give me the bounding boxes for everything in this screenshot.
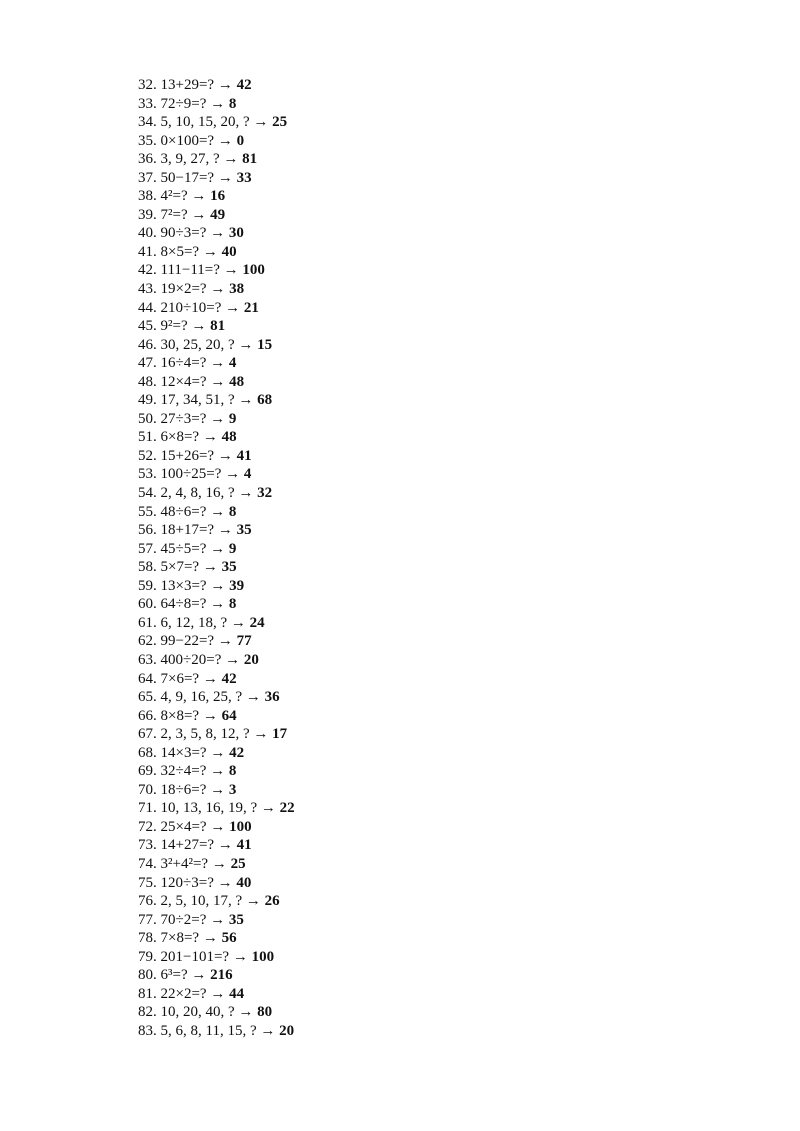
problem-line [138,280,295,299]
problem-question: 58. 5×7=? → [138,559,222,576]
problem-answer: 25 [230,855,246,872]
problem-line [138,670,295,689]
problem-answer: 100 [251,948,275,965]
problem-line [138,521,295,540]
problem-line [138,206,295,225]
problem-question: 67. 2, 3, 5, 8, 12, ? → [138,726,273,743]
problem-question: 41. 8×5=? → [138,243,222,260]
problem-answer: 38 [229,281,245,298]
problem-question: 42. 111−11=? → [138,262,243,279]
problem-answer: 42 [221,670,237,687]
problem-question: 40. 90÷3=? → [138,225,229,242]
problem-answer: 30 [228,225,244,242]
problem-question: 36. 3, 9, 27, ? → [138,151,243,168]
problem-line [138,410,295,429]
problem-question: 32. 13+29=? → [138,77,237,93]
problem-question: 56. 18+17=? → [138,522,237,539]
problem-line [138,651,295,670]
problem-line [138,150,295,169]
problem-line [138,855,295,874]
problem-line [138,985,295,1004]
problem-question: 73. 14+27=? → [138,837,237,854]
problem-answer: 20 [279,1022,295,1039]
problem-line [138,818,295,837]
problem-line [138,169,295,188]
problem-line [138,465,295,484]
problem-line [138,577,295,596]
problem-answer: 3 [228,781,237,798]
problem-answer: 21 [243,299,259,316]
problem-question: 61. 6, 12, 18, ? → [138,614,250,631]
problem-answer: 40 [221,243,237,260]
problem-line [138,336,295,355]
problem-question: 77. 70÷2=? → [138,911,229,928]
problem-answer: 41 [236,447,252,464]
problem-line [138,688,295,707]
problem-answer: 33 [236,169,252,186]
problem-question: 72. 25×4=? → [138,818,230,835]
problem-question: 33. 72÷9=? → [138,95,229,112]
problem-answer: 25 [272,114,288,131]
problem-line [138,95,295,114]
problem-question: 35. 0×100=? → [138,132,237,149]
problem-question: 62. 99−22=? → [138,633,237,650]
problem-answer: 44 [229,985,245,1002]
problem-line [138,76,295,95]
problem-answer: 81 [242,151,258,168]
problem-line [138,1003,295,1022]
problem-answer: 9 [228,410,237,427]
problem-line [138,428,295,447]
problem-answer: 100 [229,818,252,835]
problem-answer: 8 [228,596,237,613]
problem-line [138,911,295,930]
problem-question: 45. 9²=? → [138,318,211,335]
problem-line [138,503,295,522]
problem-answer: 42 [236,77,252,93]
problem-line [138,373,295,392]
problem-question: 79. 201−101=? → [138,948,252,965]
problem-question: 76. 2, 5, 10, 17, ? → [138,893,265,910]
problem-line [138,632,295,651]
problem-line [138,132,295,151]
problem-answer: 32 [257,485,273,502]
problem-question: 75. 120÷3=? → [138,874,237,891]
problem-line [138,243,295,262]
problem-question: 54. 2, 4, 8, 16, ? → [138,485,258,502]
problem-question: 59. 13×3=? → [138,577,230,594]
problem-question: 78. 7×8=? → [138,930,222,947]
problem-line [138,1022,295,1041]
problem-line [138,725,295,744]
problem-answer: 42 [229,744,245,761]
problem-line [138,484,295,503]
problem-question: 55. 48÷6=? → [138,503,229,520]
problem-answer: 77 [236,633,252,650]
problem-question: 71. 10, 13, 16, 19, ? → [138,800,280,817]
problem-line [138,391,295,410]
problem-line [138,354,295,373]
problem-question: 70. 18÷6=? → [138,781,229,798]
problem-question: 68. 14×3=? → [138,744,230,761]
problem-question: 51. 6×8=? → [138,429,222,446]
problem-answer: 39 [229,577,245,594]
problem-line [138,317,295,336]
problem-line [138,707,295,726]
problem-line [138,744,295,763]
problem-answer: 48 [221,429,237,446]
problem-answer: 9 [228,540,237,557]
problem-question: 74. 3²+4²=? → [138,855,231,872]
problem-answer: 4 [243,466,252,483]
problem-answer: 16 [210,188,226,205]
problem-question: 39. 7²=? → [138,206,211,223]
problem-line [138,224,295,243]
problem-answer: 35 [236,522,252,539]
problem-line [138,540,295,559]
problem-question: 38. 4²=? → [138,188,211,205]
problem-question: 60. 64÷8=? → [138,596,229,613]
problem-question: 47. 16÷4=? → [138,355,229,372]
problem-answer: 36 [264,689,280,706]
problem-question: 64. 7×6=? → [138,670,222,687]
problem-answer: 41 [236,837,252,854]
problem-answer: 40 [236,874,252,891]
problem-line [138,558,295,577]
problem-question: 83. 5, 6, 8, 11, 15, ? → [138,1022,280,1039]
problem-answer: 81 [210,318,226,335]
problem-question: 63. 400÷20=? → [138,651,244,668]
problem-answer: 20 [243,651,259,668]
problem-question: 82. 10, 20, 40, ? → [138,1004,258,1021]
problem-line [138,966,295,985]
problem-answer: 100 [242,262,265,279]
problem-answer: 8 [228,95,237,112]
problem-question: 69. 32÷4=? → [138,763,229,780]
problem-answer: 35 [228,911,244,928]
problem-answer: 68 [257,392,273,409]
problem-question: 80. 6³=? → [138,967,211,984]
problem-answer: 49 [210,206,226,223]
problem-line [138,874,295,893]
problem-answer: 48 [229,373,245,390]
problem-answer: 8 [228,763,237,780]
problem-question: 34. 5, 10, 15, 20, ? → [138,114,273,131]
problem-answer: 24 [249,614,265,631]
problem-question: 49. 17, 34, 51, ? → [138,392,258,409]
problem-line [138,781,295,800]
problem-line [138,929,295,948]
problem-line [138,299,295,318]
problem-question: 48. 12×4=? → [138,373,230,390]
problem-question: 37. 50−17=? → [138,169,237,186]
problem-question: 81. 22×2=? → [138,985,230,1002]
problem-line [138,447,295,466]
problem-answer: 8 [228,503,237,520]
problem-question: 53. 100÷25=? → [138,466,244,483]
problem-answer: 17 [272,726,288,743]
problem-question: 66. 8×8=? → [138,707,222,724]
problem-answer: 4 [228,355,237,372]
problem-answer: 216 [210,967,233,984]
problem-answer: 26 [264,893,280,910]
problem-answer: 0 [236,132,245,149]
problem-question: 43. 19×2=? → [138,281,230,298]
problem-line [138,948,295,967]
problem-line [138,261,295,280]
problem-answer: 56 [221,930,237,947]
problem-answer: 64 [221,707,237,724]
problem-line [138,799,295,818]
problem-question: 57. 45÷5=? → [138,540,229,557]
problem-line [138,614,295,633]
problem-answer: 15 [257,336,273,353]
problem-question: 50. 27÷3=? → [138,410,229,427]
problem-answer: 22 [279,800,295,817]
problem-line [138,187,295,206]
problem-question: 52. 15+26=? → [138,447,237,464]
problem-line [138,762,295,781]
problem-question: 65. 4, 9, 16, 25, ? → [138,689,265,706]
problem-answer: 35 [221,559,237,576]
problem-list [138,76,295,1040]
problem-line [138,113,295,132]
problem-question: 44. 210÷10=? → [138,299,244,316]
problem-line [138,836,295,855]
problem-answer: 80 [257,1004,273,1021]
problem-line [138,892,295,911]
problem-line [138,595,295,614]
problem-question: 46. 30, 25, 20, ? → [138,336,258,353]
